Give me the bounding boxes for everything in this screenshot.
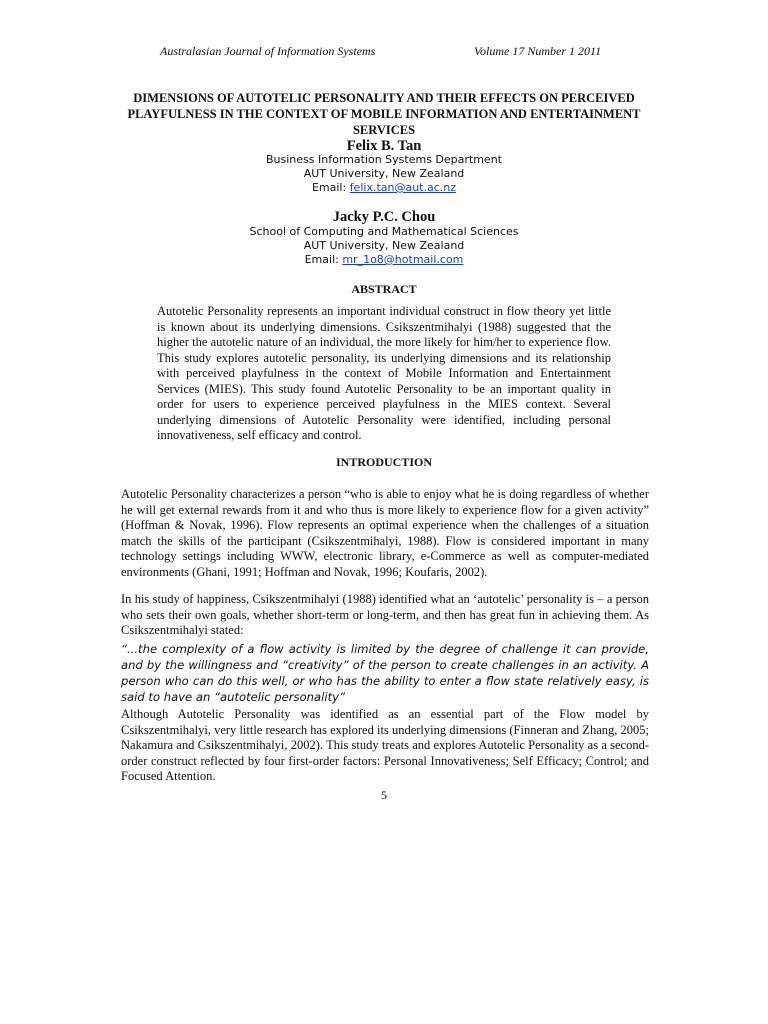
- institution-1: AUT University, New Zealand: [303, 167, 465, 180]
- page-number: 5: [381, 788, 387, 802]
- author-affiliation-1: [0, 153, 768, 195]
- paper-title: DIMENSIONS OF AUTOTELIC PERSONALITY AND THEIR EFFECTS ON PERCEIVED PLAYFULNESS IN THE CONTEXT OF MOBILE INFORMATION AND ENTERTAINMENT SERVICES: [127, 91, 641, 137]
- abstract-text: Autotelic Personality represents an important individual construct in flow theory yet little is known about its underlying dimensions. Csikszentmihalyi (1988) suggested that the higher the autotelic nature of an individual, the more likely for him/her to experience flow. This study explores autotelic personality, its underlying dimensions and its relationship with perceived playfulness in the context of Mobile Information and Entertainment Services (MIES). This study found Autotelic Personality to be an important quality in order for users to experience perceived playfulness in the MIES context. Several underlying dimensions of Autotelic Personality were identified, including personal innovativeness, self efficacy and control.: [157, 304, 611, 442]
- intro-paragraph-3: Although Autotelic Personality was identified as an essential part of the Flow model by Csikszentmihalyi, very little research has explored its underlying dimensions (Finneran and Zhang, 2005; Nakamura and Csikszentmihalyi, 2002). This study treats and explores Autotelic Personality as a second-order construct reflected by four first-order factors: Personal Innovativeness; Self Efficacy; Control; and Focused Attention.: [121, 707, 649, 783]
- volume-info: Volume 17 Number 1 2011: [474, 44, 602, 58]
- introduction-heading: INTRODUCTION: [335, 455, 432, 469]
- journal-name: Australasian Journal of Information Systems: [160, 44, 376, 58]
- email-line-2: [0, 253, 768, 267]
- department-1: Business Information Systems Department: [266, 153, 502, 166]
- intro-paragraph-1: Autotelic Personality characterizes a person “who is able to enjoy what he is doing regardless of whether he will get external rewards from it and who thus is more likely to experience flow for a given activity” (Hoffman & Novak, 1996). Flow represents an optimal experience when the challenges of a situation match the skills of the participant (Csikszentmihalyi, 1988). Flow is considered important in many technology settings including WWW, electronic library, e-Commerce as well as computer-mediated environments (Ghani, 1991; Hoffman and Novak, 1996; Koufaris, 2002).: [121, 487, 649, 579]
- email-link-2[interactable]: mr_1o8@hotmail.com: [342, 253, 464, 266]
- author-name-1: Felix B. Tan: [346, 138, 422, 154]
- institution-2: AUT University, New Zealand: [303, 239, 465, 252]
- email-line-1: [0, 181, 768, 195]
- email-label-2: Email:: [304, 253, 339, 266]
- running-header: [0, 44, 768, 60]
- email-link-1[interactable]: felix.tan@aut.ac.nz: [349, 181, 457, 194]
- block-quote: “...the complexity of a flow activity is limited by the degree of challenge it can provide, and by the willingness and “creativity” of the person to create challenges in an activity. A person who can do this well, or who has the ability to enter a flow state relatively easy, is said to have an “autotelic personality”: [121, 642, 649, 704]
- abstract-heading: ABSTRACT: [351, 282, 417, 296]
- department-2: School of Computing and Mathematical Sciences: [249, 225, 519, 238]
- intro-paragraph-2: In his study of happiness, Csikszentmihalyi (1988) identified what an ‘autotelic’ personality is – a person who sets their own goals, whether short-term or long-term, and then has great fun in achieving them. As Csikszentmihalyi stated:: [121, 592, 649, 637]
- email-label-1: Email:: [311, 181, 347, 194]
- author-name-2: Jacky P.C. Chou: [332, 209, 436, 225]
- author-affiliation-2: [0, 225, 768, 267]
